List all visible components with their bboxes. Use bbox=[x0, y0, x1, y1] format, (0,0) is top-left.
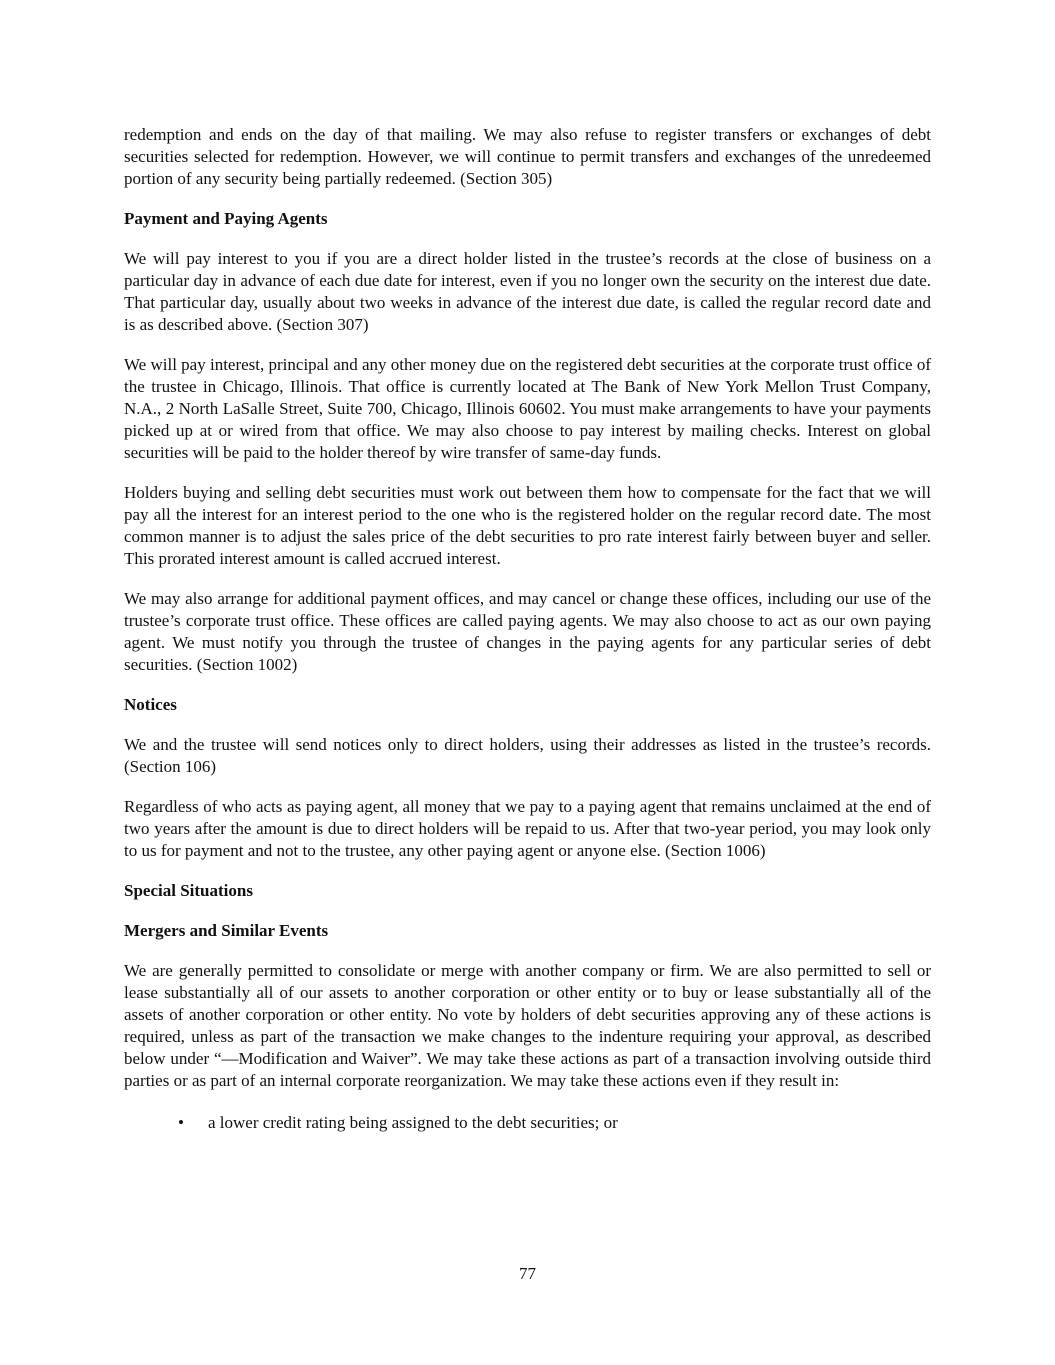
paragraph-redemption: redemption and ends on the day of that mailing. We may also refuse to register transfers or exchanges of debt securities selected for redemption. However, we will continue to permit transfers and exchanges of the unredeemed portion of any security being partially redeemed. (Section 305) bbox=[124, 125, 931, 188]
paragraph-notices: We and the trustee will send notices only to direct holders, using their addresses as listed in the trustee’s records. (Section 106) bbox=[124, 735, 931, 776]
paragraph-interest-record-date: We will pay interest to you if you are a direct holder listed in the trustee’s records at the close of business on a particular day in advance of each due date for interest, even if you no longer own the security on the interest due date. That particular day, usually about two weeks in advance of the interest due date, is called the regular record date and is as described above. (Section 307) bbox=[124, 249, 931, 334]
paragraph-mergers: We are generally permitted to consolidate or merge with another company or firm. We are also permitted to sell or lease substantially all of our assets to another corporation or other entity or to buy or lease substantially all of the assets of another corporation or other entity. No vote by holders of debt securities approving any of these actions is required, unless as part of the transaction we make changes to the indenture requiring your approval, as described below under “—Modification and Waiver”. We may take these actions as part of a transaction involving outside third parties or as part of an internal corporate reorganization. We may take these actions even if they result in: bbox=[124, 961, 931, 1090]
paragraph-payment-office: We will pay interest, principal and any other money due on the registered debt securities at the corporate trust office of the trustee in Chicago, Illinois. That office is currently located at The Bank of New York Mellon Trust Company, N.A., 2 North LaSalle Street, Suite 700, Chicago, Illinois 60602. You must make arrangements to have your payments picked up at or wired from that office. We may also choose to pay interest by mailing checks. Interest on global securities will be paid to the holder thereof by wire transfer of same-day funds. bbox=[124, 355, 931, 462]
paragraph-paying-agents: We may also arrange for additional payment offices, and may cancel or change these offices, including our use of the trustee’s corporate trust office. These offices are called paying agents. We may also choose to act as our own paying agent. We must notify you through the trustee of changes in the paying agents for any particular series of debt securities. (Section 1002) bbox=[124, 589, 931, 674]
heading-mergers-and-similar-events: Mergers and Similar Events bbox=[124, 921, 329, 940]
paragraph-unclaimed-money: Regardless of who acts as paying agent, all money that we pay to a paying agent that remains unclaimed at the end of two years after the amount is due to direct holders will be repaid to us. After that two-year period, you may look only to us for payment and not to the trustee, any other paying agent or anyone else. (Section 1006) bbox=[124, 797, 931, 860]
page-number: 77 bbox=[519, 1264, 536, 1283]
bullet-list bbox=[124, 1112, 931, 1134]
heading-special-situations: Special Situations bbox=[124, 881, 253, 900]
bullet-marker: • bbox=[178, 1113, 184, 1132]
document-page bbox=[124, 124, 931, 1134]
heading-payment-and-paying-agents: Payment and Paying Agents bbox=[124, 209, 328, 228]
paragraph-accrued-interest: Holders buying and selling debt securities must work out between them how to compensate for the fact that we will pay all the interest for an interest period to the one who is the registered holder on the regular record date. The most common manner is to adjust the sales price of the debt securities to pro rate interest fairly between buyer and seller. This prorated interest amount is called accrued interest. bbox=[124, 483, 931, 568]
heading-notices: Notices bbox=[124, 695, 177, 714]
list-item bbox=[124, 1112, 931, 1134]
list-item-text: a lower credit rating being assigned to the debt securities; or bbox=[208, 1113, 618, 1132]
